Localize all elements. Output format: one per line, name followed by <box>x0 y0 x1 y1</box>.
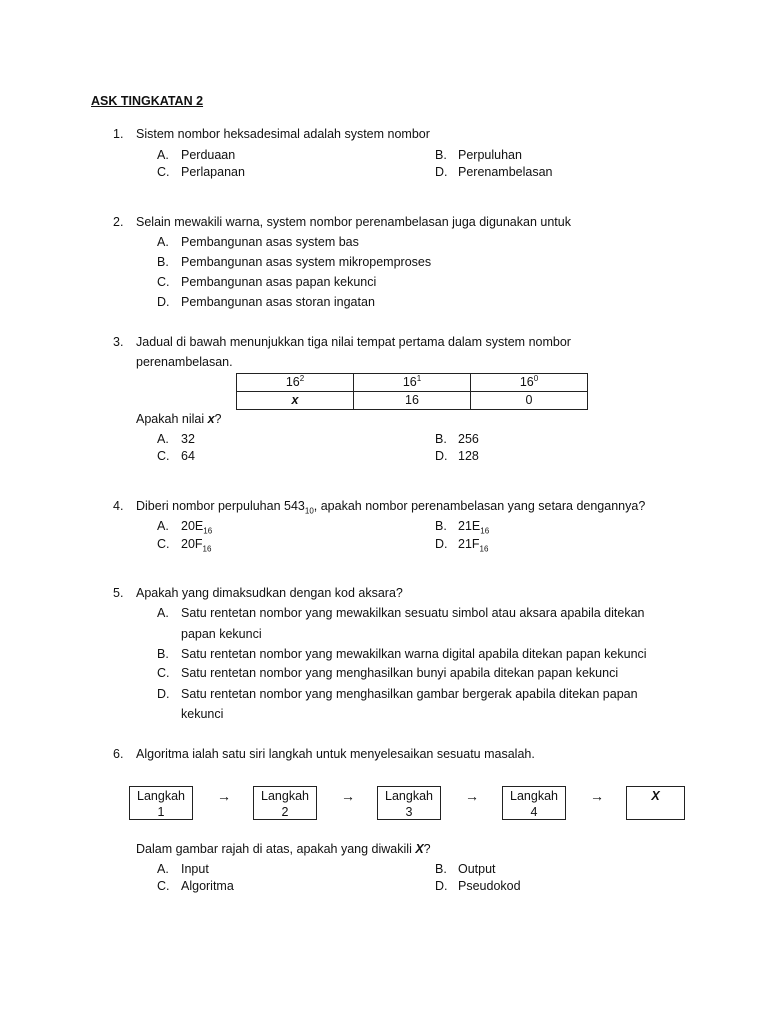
flowchart-step-box: Langkah 1 <box>129 786 193 820</box>
flowchart-step-box: Langkah 3 <box>377 786 441 820</box>
question-number: 5. <box>113 586 124 600</box>
option-letter: C. <box>157 879 170 893</box>
option-letter: D. <box>157 295 170 309</box>
option-letter: C. <box>157 537 170 551</box>
table-header-cell: $16^2$ <box>237 374 354 392</box>
option-letter: B. <box>157 647 169 661</box>
page-title: ASK TINGKATAN 2 <box>91 94 204 108</box>
option-text: Satu rentetan nombor yang mewakilkan sesuatu simbol atau aksara apabila ditekan <box>181 606 645 620</box>
option-text: Pembangunan asas papan kekunci <box>181 275 377 289</box>
table-cell: x <box>237 392 354 410</box>
flowchart-step-box: Langkah 2 <box>253 786 317 820</box>
option-text: Perenambelasan <box>458 165 553 179</box>
option-letter: C. <box>157 275 170 289</box>
table-cell: 0 <box>471 392 588 410</box>
option-letter: D. <box>435 537 448 551</box>
flowchart-arrow-icon: → <box>217 788 231 804</box>
table-header-row <box>237 374 588 392</box>
flowchart-unknown-box: X <box>626 786 685 820</box>
option-letter: D. <box>157 687 170 701</box>
flowchart-arrow-icon: → <box>465 788 479 804</box>
option-text-continued: papan kekunci <box>181 627 262 641</box>
question-number: 4. <box>113 499 124 513</box>
option-text: Perpuluhan <box>458 148 522 162</box>
question-text: Diberi nombor perpuluhan $543_{10}$, apakah nombor perenambelasan yang setara dengannya? <box>136 499 646 516</box>
option-text: Pseudokod <box>458 879 521 893</box>
option-letter: C. <box>157 449 170 463</box>
question-text: Selain mewakili warna, system nombor perenambelasan juga digunakan untuk <box>136 215 571 229</box>
option-letter: B. <box>435 148 447 162</box>
option-letter: D. <box>435 879 448 893</box>
option-letter: B. <box>435 862 447 876</box>
table-row <box>237 392 588 410</box>
question-prompt: Dalam gambar rajah di atas, apakah yang diwakili X? <box>136 842 431 856</box>
question-text: Algoritma ialah satu siri langkah untuk menyelesaikan sesuatu masalah. <box>136 747 535 761</box>
flowchart-arrow-icon: → <box>341 788 355 804</box>
option-letter: A. <box>157 519 169 533</box>
option-text: $21F_{16}$ <box>458 537 489 554</box>
option-letter: D. <box>435 165 448 179</box>
option-letter: C. <box>157 165 170 179</box>
option-text: Pembangunan asas system mikropemproses <box>181 255 432 269</box>
option-text: Satu rentetan nombor yang menghasilkan gambar bergerak apabila ditekan papan <box>181 687 638 701</box>
option-text: $21E_{16}$ <box>458 519 490 536</box>
flowchart-step-box: Langkah 4 <box>502 786 566 820</box>
flowchart-arrow-icon: → <box>590 788 604 804</box>
question-text: Jadual di bawah menunjukkan tiga nilai tempat pertama dalam system nombor <box>136 335 571 349</box>
option-text-continued: kekunci <box>181 707 224 721</box>
option-letter: A. <box>157 148 169 162</box>
option-letter: B. <box>435 519 447 533</box>
option-letter: B. <box>435 432 447 446</box>
question-text-continued: perenambelasan. <box>136 355 233 369</box>
option-text: 128 <box>458 449 479 463</box>
question-text: Sistem nombor heksadesimal adalah system nombor <box>136 127 430 141</box>
option-text: Pembangunan asas system bas <box>181 235 359 249</box>
option-letter: B. <box>157 255 169 269</box>
option-letter: A. <box>157 862 169 876</box>
option-text: Output <box>458 862 496 876</box>
question-number: 2. <box>113 215 124 229</box>
option-text: Perlapanan <box>181 165 245 179</box>
option-letter: A. <box>157 432 169 446</box>
option-letter: D. <box>435 449 448 463</box>
option-text: Satu rentetan nombor yang mewakilkan warna digital apabila ditekan papan kekunci <box>181 647 647 661</box>
question-number: 3. <box>113 335 124 349</box>
option-text: 32 <box>181 432 195 446</box>
option-text: 256 <box>458 432 479 446</box>
question-number: 6. <box>113 747 124 761</box>
option-text: Algoritma <box>181 879 234 893</box>
table-header-cell: $16^1$ <box>354 374 471 392</box>
table-cell: 16 <box>354 392 471 410</box>
option-letter: A. <box>157 235 169 249</box>
option-text: Pembangunan asas storan ingatan <box>181 295 375 309</box>
option-text: Satu rentetan nombor yang menghasilkan bunyi apabila ditekan papan kekunci <box>181 666 619 680</box>
option-text: Perduaan <box>181 148 236 162</box>
place-value-table <box>236 373 588 410</box>
option-letter: C. <box>157 666 170 680</box>
question-number: 1. <box>113 127 124 141</box>
option-letter: A. <box>157 606 169 620</box>
option-text: 64 <box>181 449 195 463</box>
table-header-cell: $16^0$ <box>471 374 588 392</box>
question-prompt: Apakah nilai x? <box>136 412 222 426</box>
option-text: Input <box>181 862 209 876</box>
option-text: $20F_{16}$ <box>181 537 212 554</box>
option-text: $20E_{16}$ <box>181 519 213 536</box>
question-text: Apakah yang dimaksudkan dengan kod aksara? <box>136 586 403 600</box>
